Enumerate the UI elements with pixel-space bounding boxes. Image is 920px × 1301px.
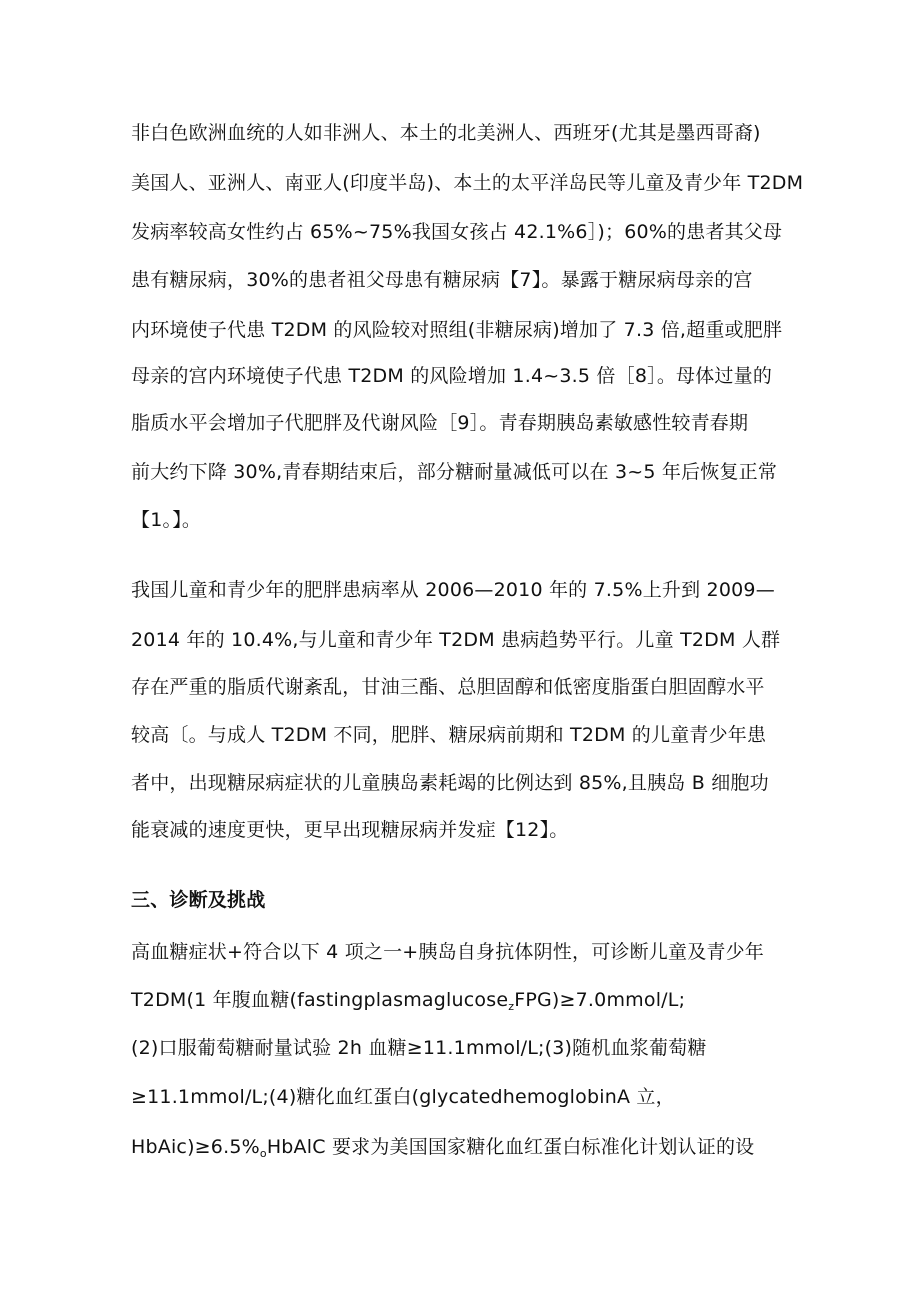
text-line: 美国人、亚洲人、南亚人(印度半岛)、本土的太平洋岛民等儿童及青少年 T2DM <box>131 172 804 194</box>
text-line: 者中，出现糖尿病症状的儿童胰岛素耗竭的比例达到 85%,且胰岛 B 细胞功 <box>131 772 769 794</box>
text-segment: HbAic)≥6.5% <box>131 1136 260 1158</box>
text-line <box>131 1135 754 1166</box>
text-line <box>131 988 685 1019</box>
text-line: 存在严重的脂质代谢紊乱，甘油三酯、总胆固醇和低密度脂蛋白胆固醇水平 <box>131 676 765 698</box>
text-line: (2)口服葡萄糖耐量试验 2h 血糖≥11.1mmol/L;(3)随机血浆葡萄糖 <box>131 1037 707 1059</box>
text-line: 能衰减的速度更快，更早出现糖尿病并发症【12】。 <box>131 819 569 841</box>
text-line: 前大约下降 30%,青春期结束后，部分糖耐量减低可以在 3~5 年后恢复正常 <box>131 461 778 483</box>
text-line: 母亲的宫内环境使子代患 T2DM 的风险增加 1.4~3.5 倍［8］。母体过量的 <box>131 365 773 387</box>
text-line: 患有糖尿病，30%的患者祖父母患有糖尿病【7】。暴露于糖尿病母亲的宫 <box>131 269 753 291</box>
subscript-char: z <box>508 1000 515 1013</box>
text-line: ≥11.1mmol/L;(4)糖化血红蛋白(glycatedhemoglobinA 立， <box>131 1086 675 1108</box>
text-line: 内环境使子代患 T2DM 的风险较对照组(非糖尿病)增加了 7.3 倍,超重或肥胖 <box>131 319 783 341</box>
subscript-char: o <box>259 1147 267 1160</box>
text-line: 【1。】。 <box>131 509 202 531</box>
text-segment: FPG)≥7.0mmol/L; <box>514 989 686 1011</box>
text-line: 脂质水平会增加子代肥胖及代谢风险［9］。青春期胰岛素敏感性较青春期 <box>131 412 749 434</box>
text-line: 较高〔。与成人 T2DM 不同，肥胖、糖尿病前期和 T2DM 的儿童青少年患 <box>131 724 767 746</box>
section-heading: 三、诊断及挑战 <box>131 889 266 911</box>
text-line: 我国儿童和青少年的肥胖患病率从 2006—2010 年的 7.5%上升到 2009— <box>131 579 775 601</box>
text-line: 发病率较高女性约占 65%~75%我国女孩占 42.1%6］)；60%的患者其父母 <box>131 221 783 243</box>
text-segment: HbAlC 要求为美国国家糖化血红蛋白标准化计划认证的设 <box>266 1136 755 1158</box>
text-segment: T2DM(1 年腹血糖(fastingplasmaglucose <box>131 989 509 1011</box>
text-line: 高血糖症状+符合以下 4 项之一+胰岛自身抗体阴性，可诊断儿童及青少年 <box>131 941 765 963</box>
text-line: 2014 年的 10.4%,与儿童和青少年 T2DM 患病趋势平行。儿童 T2DM 人群 <box>131 629 781 651</box>
text-line: 非白色欧洲血统的人如非洲人、本土的北美洲人、西班牙(尤其是墨西哥裔) <box>131 122 761 144</box>
